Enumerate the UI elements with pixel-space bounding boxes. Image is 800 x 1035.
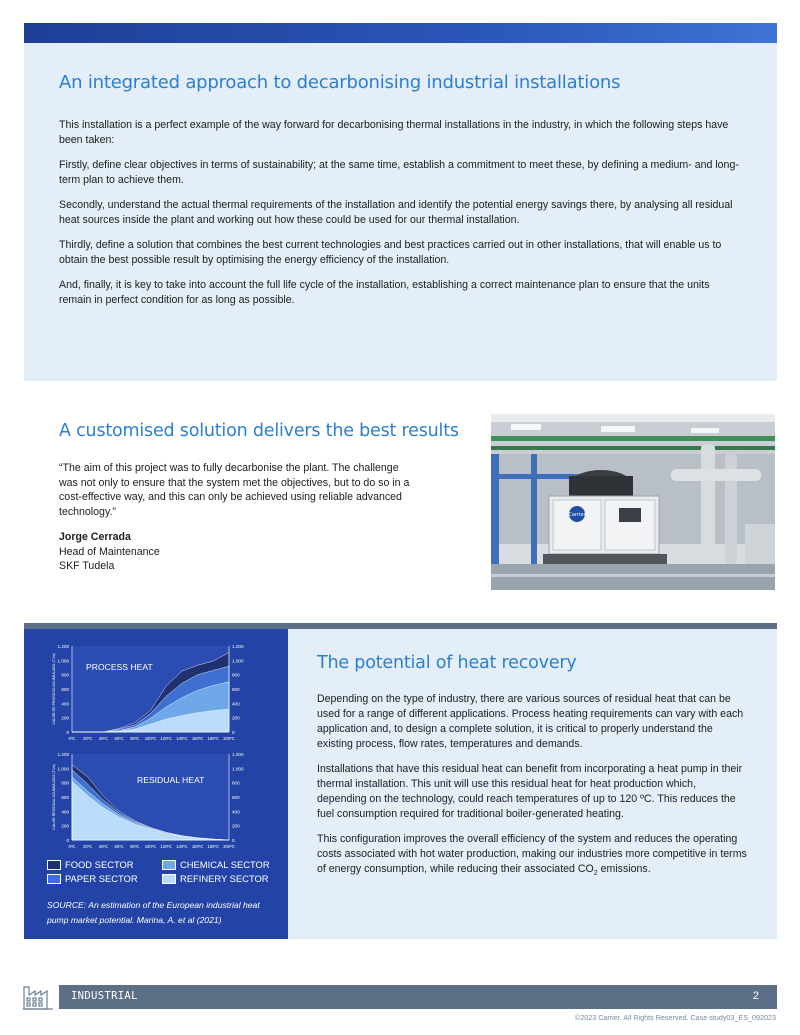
chart-title: RESIDUAL HEAT [137, 775, 205, 785]
intro-paragraph: Firstly, define clear objectives in terms of sustainability; at the same time, establish a commitment to meet these, by defining a medium- and long-term plan to achieve them. [59, 159, 739, 186]
x-tick-label: 100ºC [144, 736, 157, 741]
y-tick-label: 1.200 [232, 752, 244, 757]
author-name: Jorge Cerrada [59, 531, 131, 543]
heat-pump-photo [491, 414, 775, 590]
y-tick-label: 1.200 [57, 644, 69, 649]
y-tick-label: 800 [232, 780, 240, 786]
y-tick-label: 600 [232, 795, 240, 800]
y-tick-label: 200 [61, 715, 69, 721]
y-axis-label: CALOR DE PROCESO ACUMULADO (TJ/a) [52, 653, 56, 725]
intro-paragraph: Thirdly, define a solution that combines the best current technologies and best practices carried out in other installations, that will enable us to obtain the best possible result by optimising the energy efficiency of the installation. [59, 239, 722, 266]
co2-subscript: 2 [593, 870, 598, 878]
x-tick-label: 160ºC [191, 844, 204, 849]
y-tick-label: 1.000 [232, 658, 244, 664]
factory-icon [22, 983, 54, 1011]
y-tick-label: 400 [61, 809, 69, 815]
legend-swatch [47, 860, 61, 870]
chart-source: SOURCE: An estimation of the European industrial heat pump market potential. Marina, A. et al (2021) [47, 900, 260, 925]
emissions-text: emissions. [597, 863, 651, 875]
heat-recovery-body [317, 692, 747, 891]
heat-recovery-section [288, 629, 777, 939]
x-tick-label: 140ºC [176, 844, 188, 849]
legend-label: PAPER SECTOR [65, 873, 138, 884]
y-tick-label: 400 [61, 701, 69, 707]
y-tick-label: 1.000 [57, 658, 69, 664]
heat-recovery-title: The potential of heat recovery [317, 653, 577, 673]
x-tick-label: 20ºC [83, 844, 93, 849]
testimonial-title: A customised solution delivers the best results [59, 421, 459, 441]
x-tick-label: 0ºC [68, 844, 76, 849]
y-tick-label: 1.000 [57, 766, 69, 772]
heat-charts [24, 629, 288, 859]
x-tick-label: 80ºC [130, 736, 140, 741]
intro-section [24, 43, 777, 381]
brand-logo-text: Carrier [568, 512, 586, 518]
heat-recovery-paragraph: Depending on the type of industry, there are various sources of residual heat that can be used for a range of different applications. Process heating requirements can vary with each application and, to design a complete solution, it is critical to properly understand the existing process, flow rates, temperatures and demands. [317, 693, 744, 750]
x-tick-label: 180ºC [207, 736, 220, 741]
y-tick-label: 800 [61, 672, 69, 678]
x-tick-label: 160ºC [191, 736, 204, 741]
y-tick-label: 600 [232, 687, 240, 692]
author-role: Head of Maintenance [59, 545, 160, 558]
legend-item [47, 873, 138, 884]
copyright: ©2023 Carrier. All Rights Reserved. Case study03_ES_092023 [574, 1013, 776, 1022]
heat-recovery-paragraph [317, 832, 747, 881]
x-tick-label: 80ºC [130, 844, 140, 849]
y-tick-label: 0 [66, 730, 69, 735]
legend-swatch [162, 860, 176, 870]
legend-item [162, 873, 269, 884]
x-tick-label: 40ºC [98, 844, 109, 849]
x-tick-label: 60ºC [114, 844, 124, 849]
footer-bar [59, 985, 777, 1009]
testimonial-author [59, 530, 160, 574]
chart-title: PROCESS HEAT [86, 662, 153, 672]
legend-swatch [47, 874, 61, 884]
legend-item [47, 859, 134, 870]
y-tick-label: 400 [232, 701, 240, 707]
y-tick-label: 200 [232, 823, 240, 829]
x-tick-label: 200ºC [223, 736, 235, 741]
footer-section-label: INDUSTRIAL [71, 990, 138, 1002]
x-tick-label: 120ºC [160, 736, 172, 741]
y-tick-label: 600 [61, 687, 69, 692]
legend-label: FOOD SECTOR [65, 859, 134, 870]
co2-text: This configuration improves the overall efficiency of the system and reduces the operating costs associated with hot water production, making our industries more competitive in terms of energy consumption, while reducing their associated CO [317, 833, 747, 875]
y-tick-label: 0 [232, 838, 235, 843]
x-tick-label: 40ºC [98, 736, 109, 741]
legend-swatch [162, 874, 176, 884]
x-tick-label: 100ºC [144, 844, 157, 849]
x-tick-label: 120ºC [160, 844, 172, 849]
y-tick-label: 400 [232, 809, 240, 815]
page-number: 2 [752, 990, 759, 1002]
legend-label: REFINERY SECTOR [180, 873, 269, 884]
author-company: SKF Tudela [59, 560, 115, 572]
x-tick-label: 140ºC [176, 736, 188, 741]
y-axis-label: CALOR RESIDUAL ACUMULADO (TJ/a) [52, 764, 56, 830]
heat-recovery-paragraph: Installations that have this residual heat can benefit from incorporating a heat pump in their thermal installation. This unit will use this residual heat for heat production which, depending on the technology, could reach temperatures of up to 120 ºC. This reduces the fuel consumption required for traditional boiler-generated heating. [317, 763, 743, 820]
y-tick-label: 200 [61, 823, 69, 829]
testimonial-quote: “The aim of this project was to fully decarbonise the plant. The challenge was not only to ensure that the system met the objectives, but to do so in a cost-effective way, and this can only be achieved using reliable advanced technology.” [59, 462, 410, 518]
intro-paragraph: Secondly, understand the actual thermal requirements of the installation and identify the potential energy savings there, by analysing all residual heat sources inside the plant and working out how these could be used for our thermal installation. [59, 199, 733, 226]
y-tick-label: 800 [232, 672, 240, 678]
chart-panel [24, 629, 288, 939]
y-tick-label: 800 [61, 780, 69, 786]
y-tick-label: 1.200 [57, 752, 69, 757]
intro-paragraph: And, finally, it is key to take into account the full life cycle of the installation, establishing a correct maintenance plan to ensure that the units remain in perfect condition for as long as possible. [59, 279, 710, 306]
y-tick-label: 1.200 [232, 644, 244, 649]
intro-paragraph: This installation is a perfect example of the way forward for decarbonising thermal installations in the industry, in which the following steps have been taken: [59, 119, 729, 146]
x-tick-label: 200ºC [223, 844, 235, 849]
legend-item [162, 859, 270, 870]
y-tick-label: 600 [61, 795, 69, 800]
y-tick-label: 0 [66, 838, 69, 843]
y-tick-label: 200 [232, 715, 240, 721]
intro-body [59, 118, 739, 318]
legend-label: CHEMICAL SECTOR [180, 859, 270, 870]
x-tick-label: 0ºC [68, 736, 76, 741]
top-accent-bar [24, 23, 777, 43]
y-tick-label: 1.000 [232, 766, 244, 772]
x-tick-label: 180ºC [207, 844, 220, 849]
y-tick-label: 0 [232, 730, 235, 735]
x-tick-label: 60ºC [114, 736, 124, 741]
intro-title: An integrated approach to decarbonising industrial installations [59, 72, 621, 93]
x-tick-label: 20ºC [83, 736, 93, 741]
